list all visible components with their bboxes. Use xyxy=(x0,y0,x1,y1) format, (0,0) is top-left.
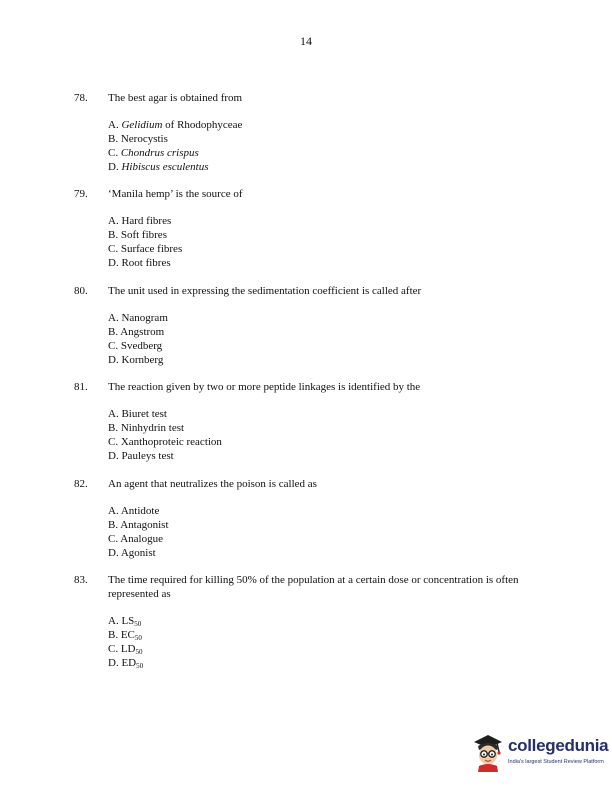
option-d: D. Agonist xyxy=(108,547,156,559)
option-c: C. Surface fibres xyxy=(108,243,183,255)
option-list xyxy=(108,614,143,670)
question-text: The best agar is obtained from xyxy=(108,92,243,104)
brand-name: collegedunia xyxy=(508,736,609,755)
option-c: C. Chondrus crispus xyxy=(108,147,199,159)
brand-tagline: India's largest Student Review Platform xyxy=(508,759,604,765)
option-list xyxy=(108,118,242,174)
student-mascot-icon xyxy=(470,730,506,772)
question-number: 80. xyxy=(74,285,88,297)
option-a: A. Gelidium of Rhodophyceae xyxy=(108,119,243,131)
page-number: 14 xyxy=(300,34,312,48)
option-c: C. Analogue xyxy=(108,533,163,545)
question-number: 78. xyxy=(74,92,88,104)
option-b: B. Angstrom xyxy=(108,326,165,338)
option-a: A. $LS_{50}$ xyxy=(108,615,142,628)
option-d: D. Hibiscus esculentus xyxy=(108,161,209,173)
option-d: D. Kornberg xyxy=(108,354,164,366)
question-text: An agent that neutralizes the poison is called as xyxy=(108,478,317,490)
option-c: C. $LD_{50}$ xyxy=(108,643,143,656)
question-number: 82. xyxy=(74,478,88,490)
option-list xyxy=(108,214,182,270)
option-list xyxy=(108,407,222,463)
option-a: A. Hard fibres xyxy=(108,215,172,227)
question-number: 79. xyxy=(74,188,88,200)
option-list xyxy=(108,504,169,560)
option-b: B. Antagonist xyxy=(108,519,169,531)
brand-watermark xyxy=(470,728,609,778)
option-list xyxy=(108,311,168,367)
option-c: C. Xanthoproteic reaction xyxy=(108,436,222,448)
option-a: A. Nanogram xyxy=(108,312,168,324)
option-b: B. Nerocystis xyxy=(108,133,168,145)
question-text: The reaction given by two or more peptide linkages is identified by the xyxy=(108,381,421,393)
question-number: 83. xyxy=(74,574,88,586)
question-text: The time required for killing 50% of the population at a certain dose or concentration is often represented as xyxy=(108,574,519,600)
question-text: ‘Manila hemp’ is the source of xyxy=(108,188,243,200)
option-d: D. Root fibres xyxy=(108,257,171,269)
option-c: C. Svedberg xyxy=(108,340,163,352)
option-b: B. $EC_{50}$ xyxy=(108,629,142,642)
option-d: D. Pauleys test xyxy=(108,450,174,462)
option-d: D. $ED_{50}$ xyxy=(108,657,144,670)
option-a: A. Biuret test xyxy=(108,408,167,420)
option-b: B. Ninhydrin test xyxy=(108,422,185,434)
question-number: 81. xyxy=(74,381,88,393)
question-text: The unit used in expressing the sedimentation coefficient is called after xyxy=(108,285,422,297)
option-a: A. Antidote xyxy=(108,505,160,517)
option-b: B. Soft fibres xyxy=(108,229,167,241)
